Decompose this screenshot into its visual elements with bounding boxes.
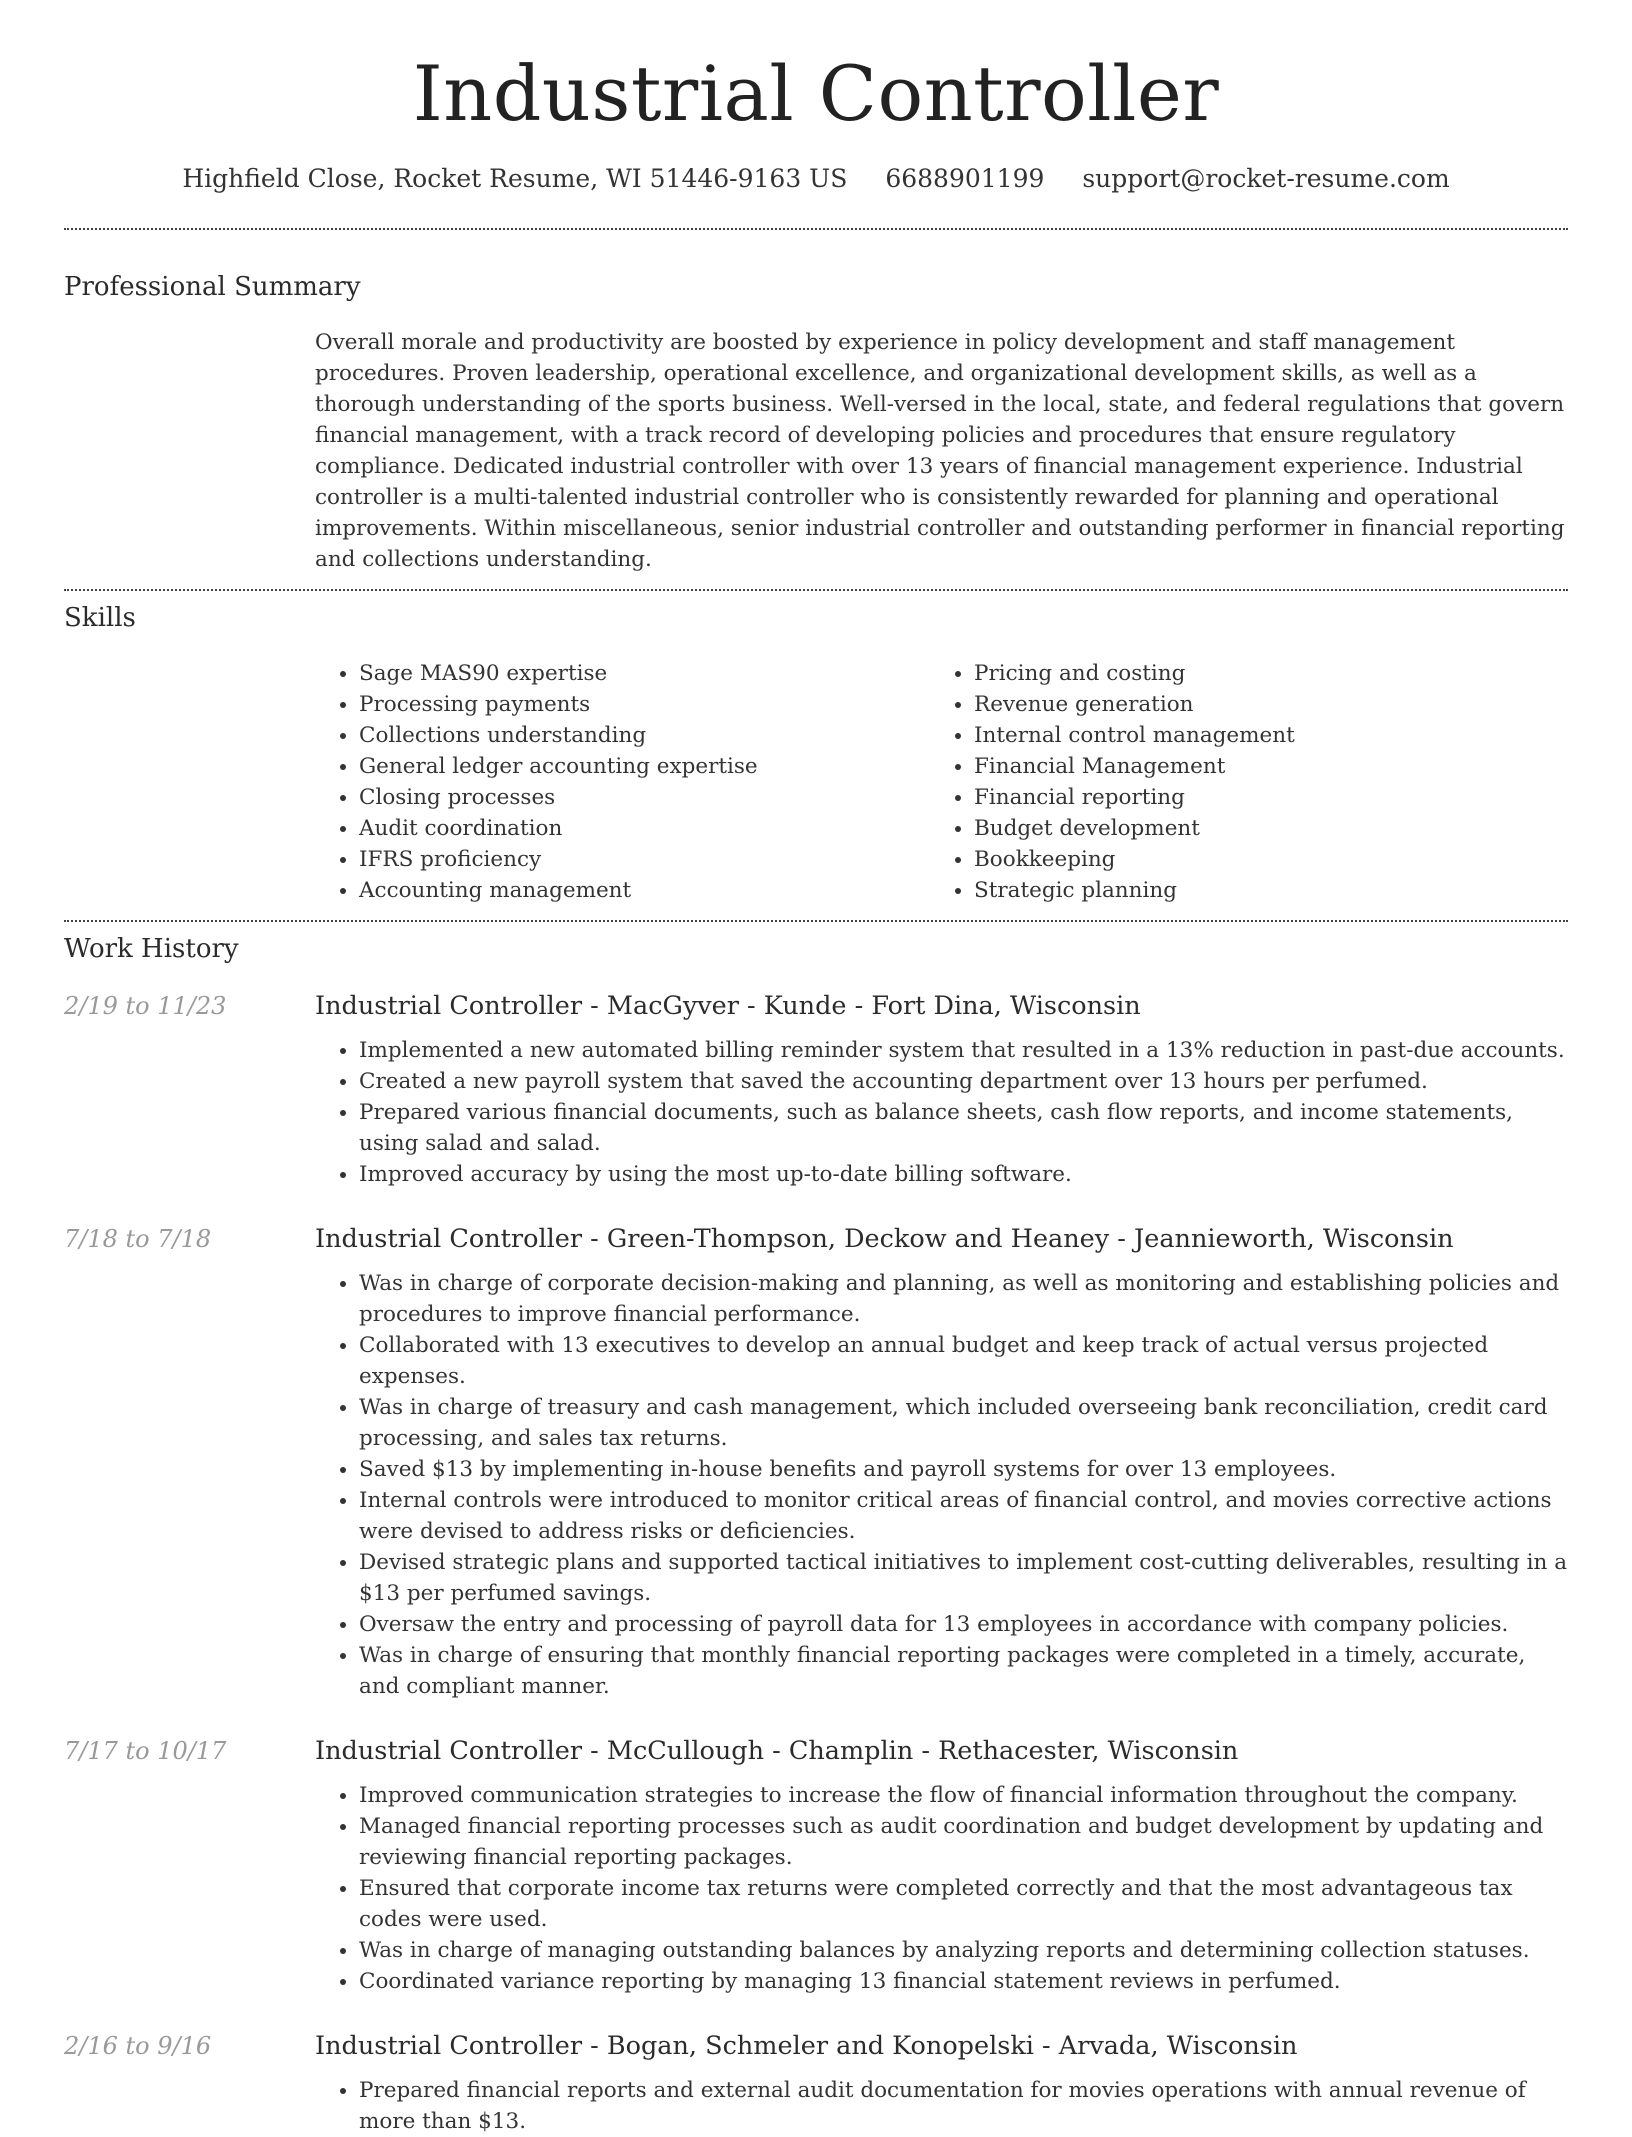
- candidate-name: Industrial Controller: [412, 49, 1220, 138]
- skill-item: • Sage MAS90 expertise: [359, 658, 930, 689]
- job-bullets: [315, 1035, 1568, 1190]
- summary-heading: Professional Summary: [64, 271, 361, 302]
- divider: [64, 920, 1568, 922]
- job-bullet: • Collaborated with 13 executives to develop an annual budget and keep track of actual versus projected expenses.: [359, 1330, 1568, 1392]
- job-entry: [64, 989, 1568, 1190]
- job-entry: [64, 1734, 1568, 1997]
- job-bullets: [315, 1780, 1568, 1997]
- skill-item: • Collections understanding: [359, 720, 930, 751]
- divider: [64, 228, 1568, 230]
- skills-grid: [315, 658, 1568, 906]
- job-bullet: • Was in charge of treasury and cash management, which included overseeing bank reconciliation, credit card processing, and sales tax returns.: [359, 1392, 1568, 1454]
- skill-item: • Processing payments: [359, 689, 930, 720]
- job-dates: 2/19 to 11/23: [64, 992, 227, 1021]
- job-bullet: • Was in charge of corporate decision-making and planning, as well as monitoring and establishing policies and procedures to improve financial performance.: [359, 1268, 1568, 1330]
- job-dates: 7/18 to 7/18: [64, 1225, 212, 1254]
- job-body: [315, 1734, 1568, 1997]
- skill-item: • Financial Management: [974, 751, 1545, 782]
- job-body: [315, 989, 1568, 1190]
- skills-list-left: [315, 658, 930, 906]
- job-heading: Industrial Controller - MacGyver - Kunde - Fort Dina, Wisconsin: [315, 991, 1141, 1022]
- job-body: [315, 1222, 1568, 1702]
- job-heading: Industrial Controller - Green-Thompson, Deckow and Heaney - Jeannieworth, Wisconsin: [315, 1224, 1454, 1255]
- skill-item: • Internal control management: [974, 720, 1545, 751]
- skill-item: • General ledger accounting expertise: [359, 751, 930, 782]
- skill-item: • Accounting management: [359, 875, 930, 906]
- skills-heading: Skills: [64, 602, 136, 633]
- job-dates: 2/16 to 9/16: [64, 2032, 212, 2061]
- skill-item: • Financial reporting: [974, 782, 1545, 813]
- job-bullets: [315, 1268, 1568, 1702]
- skill-item: • Revenue generation: [974, 689, 1545, 720]
- contact-line: [64, 164, 1568, 194]
- job-bullet: • Improved accuracy by using the most up-to-date billing software.: [359, 1159, 1568, 1190]
- address: Highfield Close, Rocket Resume, WI 51446-9163 US: [182, 163, 848, 193]
- job-bullet: • Improved communication strategies to increase the flow of financial information throughout the company.: [359, 1780, 1568, 1811]
- job-bullet: • Devised strategic plans and supported tactical initiatives to implement cost-cutting deliverables, resulting in a $13 per perfumed savings.: [359, 1547, 1568, 1609]
- job-bullet: • Coordinated variance reporting by managing 13 financial statement reviews in perfumed.: [359, 1966, 1568, 1997]
- job-heading: Industrial Controller - McCullough - Champlin - Rethacester, Wisconsin: [315, 1736, 1239, 1767]
- job-bullet: • Saved $13 by implementing in-house benefits and payroll systems for over 13 employees.: [359, 1454, 1568, 1485]
- job-bullet: • Prepared various financial documents, such as balance sheets, cash flow reports, and income statements, using salad and salad.: [359, 1097, 1568, 1159]
- job-bullets: [315, 2075, 1568, 2137]
- summary-text: Overall morale and productivity are boosted by experience in policy development and staff management procedures. Proven leadership, operational excellence, and organizational development skills, as well as a thorough understanding of the sports business. Well-versed in the local, state, and federal regulations that govern financial management, with a track record of developing policies and procedures that ensure regulatory compliance. Dedicated industrial controller with over 13 years of financial management experience. Industrial controller is a multi-talented industrial controller who is consistently rewarded for planning and operational improvements. Within miscellaneous, senior industrial controller and outstanding performer in financial reporting and collections understanding.: [315, 329, 1565, 572]
- job-bullet: • Ensured that corporate income tax returns were completed correctly and that the most advantageous tax codes were used.: [359, 1873, 1568, 1935]
- job-bullet: • Was in charge of ensuring that monthly financial reporting packages were completed in a timely, accurate, and compliant manner.: [359, 1640, 1568, 1702]
- skill-item: • Strategic planning: [974, 875, 1545, 906]
- work-history-heading: Work History: [64, 933, 239, 964]
- job-bullet: • Created a new payroll system that saved the accounting department over 13 hours per perfumed.: [359, 1066, 1568, 1097]
- skill-item: • Pricing and costing: [974, 658, 1545, 689]
- job-bullet: • Was in charge of managing outstanding balances by analyzing reports and determining collection statuses.: [359, 1935, 1568, 1966]
- job-entry: [64, 1222, 1568, 1702]
- skills-list-right: [930, 658, 1545, 906]
- job-bullet: • Managed financial reporting processes such as audit coordination and budget development by updating and reviewing financial reporting packages.: [359, 1811, 1568, 1873]
- skill-item: • Closing processes: [359, 782, 930, 813]
- job-heading: Industrial Controller - Bogan, Schmeler and Konopelski - Arvada, Wisconsin: [315, 2031, 1298, 2062]
- job-body: [315, 2029, 1568, 2137]
- email: support@rocket-resume.com: [1082, 163, 1450, 193]
- skill-item: • IFRS proficiency: [359, 844, 930, 875]
- job-bullet: • Oversaw the entry and processing of payroll data for 13 employees in accordance with company policies.: [359, 1609, 1568, 1640]
- skill-item: • Budget development: [974, 813, 1545, 844]
- job-dates: 7/17 to 10/17: [64, 1737, 227, 1766]
- skill-item: • Audit coordination: [359, 813, 930, 844]
- job-bullet: • Internal controls were introduced to monitor critical areas of financial control, and movies corrective actions were devised to address risks or deficiencies.: [359, 1485, 1568, 1547]
- job-bullet: • Implemented a new automated billing reminder system that resulted in a 13% reduction in past-due accounts.: [359, 1035, 1568, 1066]
- phone: 6688901199: [885, 163, 1045, 193]
- divider: [64, 589, 1568, 591]
- job-entry: [64, 2029, 1568, 2137]
- skill-item: • Bookkeeping: [974, 844, 1545, 875]
- job-bullet: • Prepared financial reports and external audit documentation for movies operations with annual revenue of more than $13.: [359, 2075, 1568, 2137]
